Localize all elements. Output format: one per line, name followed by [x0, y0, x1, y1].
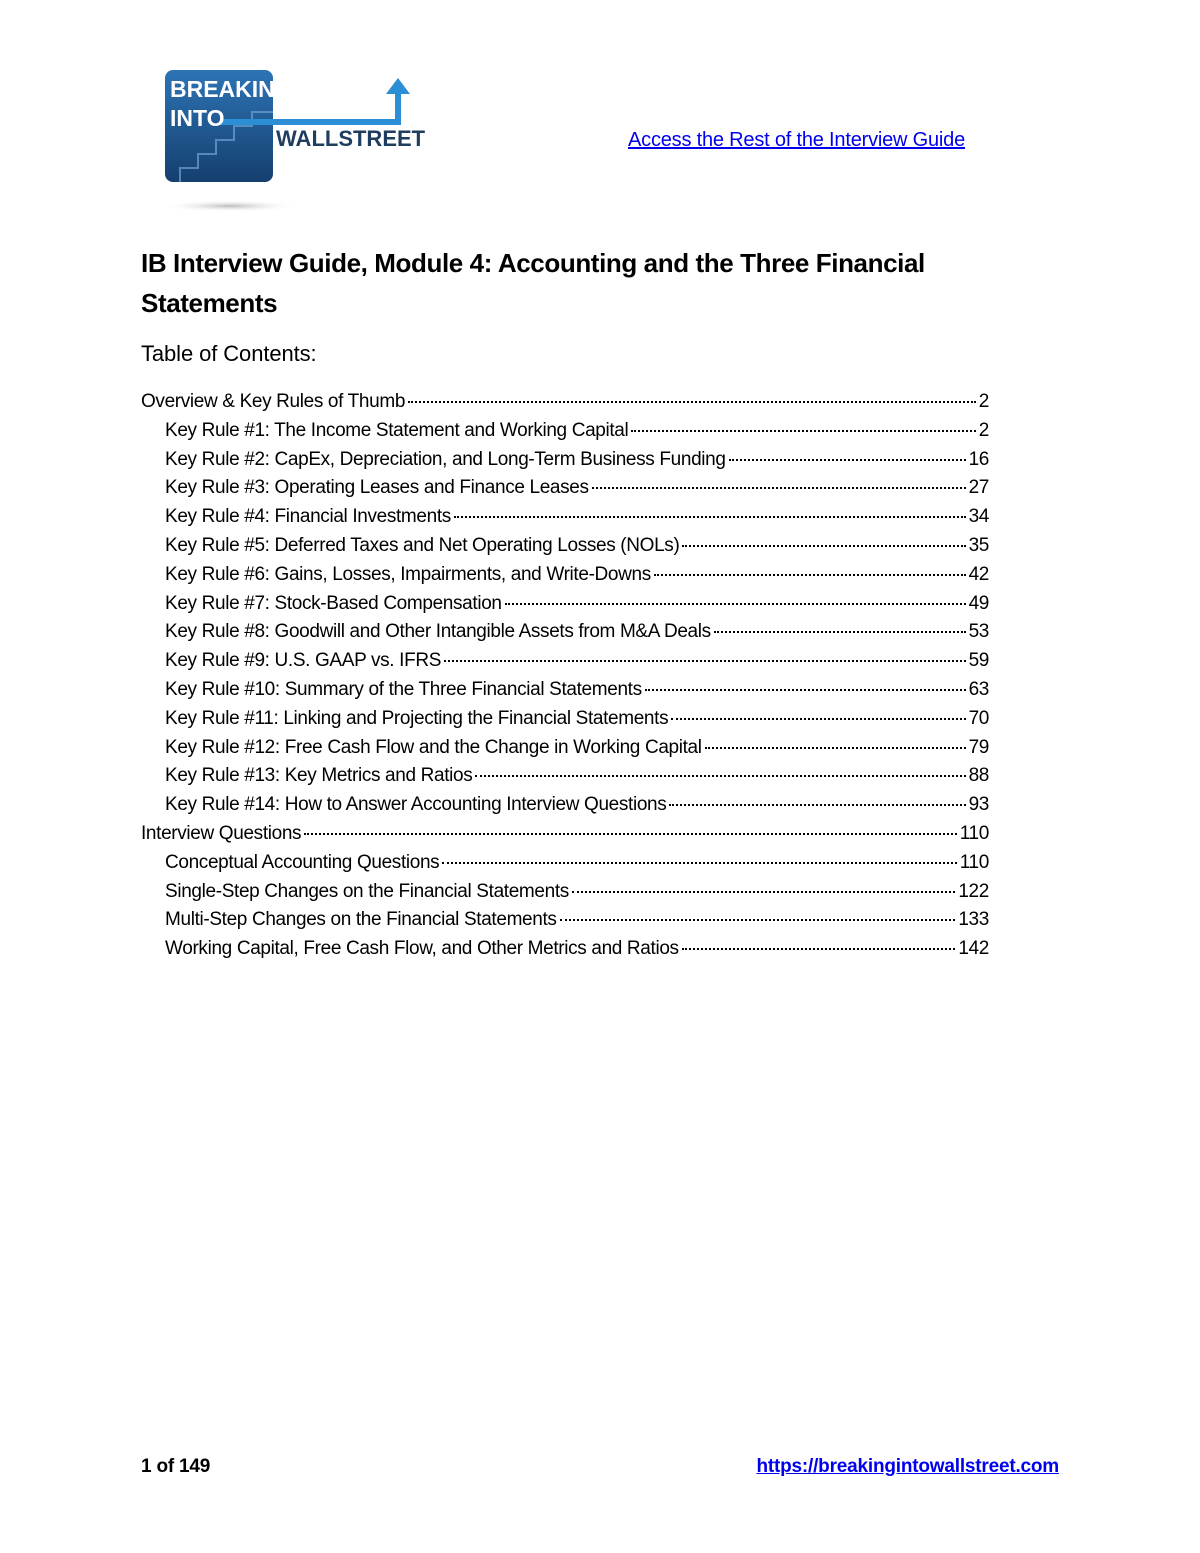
toc-entry-label: Multi-Step Changes on the Financial Statements: [165, 909, 557, 931]
toc-entry[interactable]: [141, 708, 989, 737]
toc-entry[interactable]: [141, 823, 989, 852]
toc-entry-label: Key Rule #5: Deferred Taxes and Net Operating Losses (NOLs): [165, 534, 680, 556]
toc-entry[interactable]: [141, 420, 989, 449]
toc-entry[interactable]: [141, 679, 989, 708]
toc-entry-page: 63: [968, 678, 989, 700]
toc-dot-leader: [682, 545, 965, 547]
toc-entry-page: 133: [958, 909, 989, 931]
toc-dot-leader: [592, 487, 966, 489]
toc-entry[interactable]: [141, 765, 989, 794]
toc-entry-label: Key Rule #12: Free Cash Flow and the Change in Working Capital: [165, 736, 702, 758]
toc-entry-label: Key Rule #3: Operating Leases and Finance Leases: [165, 477, 589, 499]
toc-entry-label: Interview Questions: [141, 822, 302, 844]
toc-entry[interactable]: [141, 449, 989, 478]
toc-entry[interactable]: [141, 391, 989, 420]
toc-entry-label: Key Rule #4: Financial Investments: [165, 506, 451, 528]
toc-entry-label: Key Rule #2: CapEx, Depreciation, and Long-Term Business Funding: [165, 448, 726, 470]
toc-entry-page: 27: [968, 477, 989, 499]
toc-entry-page: 93: [968, 794, 989, 816]
toc-entry-page: 53: [968, 621, 989, 643]
toc-entry-label: Key Rule #13: Key Metrics and Ratios: [165, 765, 473, 787]
toc-entry[interactable]: [141, 621, 989, 650]
logo-shadow: [160, 200, 300, 212]
toc-dot-leader: [304, 833, 957, 835]
toc-entry-label: Conceptual Accounting Questions: [165, 851, 440, 873]
toc-entry-page: 49: [968, 592, 989, 614]
toc-dot-leader: [729, 459, 966, 461]
toc-dot-leader: [645, 689, 966, 691]
company-logo: [160, 70, 425, 220]
toc-dot-leader: [572, 891, 955, 893]
logo-text-line3: WALLSTREET: [276, 126, 425, 151]
toc-entry-label: Key Rule #9: U.S. GAAP vs. IFRS: [165, 650, 442, 672]
toc-dot-leader: [669, 804, 965, 806]
toc-entry-label: Single-Step Changes on the Financial Statements: [165, 880, 569, 902]
toc-entry-page: 42: [968, 563, 989, 585]
toc-entry-page: 110: [959, 851, 989, 873]
logo-text-line1: BREAKING: [170, 76, 293, 102]
toc-entry-page: 2: [978, 419, 989, 441]
toc-entry[interactable]: [141, 650, 989, 679]
toc-entry[interactable]: [141, 506, 989, 535]
toc-entry-page: 35: [968, 534, 989, 556]
toc-entry-label: Key Rule #14: How to Answer Accounting Interview Questions: [165, 794, 667, 816]
toc-entry[interactable]: [141, 909, 989, 938]
arrow-up-icon: [386, 78, 410, 94]
toc-entry-page: 2: [978, 391, 989, 412]
toc-dot-leader: [560, 919, 956, 921]
page-title: IB Interview Guide, Module 4: Accounting and the Three Financial Statements: [141, 248, 925, 318]
toc-entry-page: 110: [959, 822, 989, 844]
toc-entry-page: 142: [958, 938, 989, 960]
toc-entry[interactable]: [141, 564, 989, 593]
toc-entry-label: Key Rule #8: Goodwill and Other Intangible Assets from M&A Deals: [165, 621, 711, 643]
toc-entry-page: 70: [968, 707, 989, 729]
toc-dot-leader: [442, 862, 956, 864]
toc-entry-page: 59: [968, 650, 989, 672]
website-link[interactable]: https://breakingintowallstreet.com: [756, 1456, 1059, 1477]
toc-entry[interactable]: [141, 477, 989, 506]
toc-dot-leader: [454, 516, 966, 518]
toc-entry[interactable]: [141, 535, 989, 564]
toc-dot-leader: [705, 747, 966, 749]
toc-entry-page: 122: [958, 880, 989, 902]
toc-entry-label: Key Rule #10: Summary of the Three Financial Statements: [165, 678, 642, 700]
toc-entry[interactable]: [141, 737, 989, 766]
toc-entry-label: Key Rule #1: The Income Statement and Working Capital: [165, 419, 629, 441]
toc-dot-leader: [671, 718, 965, 720]
toc-dot-leader: [714, 631, 966, 633]
toc-dot-leader: [505, 603, 966, 605]
toc-entry-label: Key Rule #11: Linking and Projecting the Financial Statements: [165, 707, 669, 729]
toc-entry[interactable]: [141, 794, 989, 823]
table-of-contents: [141, 391, 989, 967]
toc-dot-leader: [475, 775, 965, 777]
toc-entry[interactable]: [141, 938, 989, 967]
toc-entry-label: Overview & Key Rules of Thumb: [141, 391, 406, 412]
toc-dot-leader: [654, 574, 966, 576]
logo-graphic: [160, 70, 425, 220]
toc-entry-page: 88: [968, 765, 989, 787]
toc-entry-page: 16: [968, 448, 989, 470]
toc-dot-leader: [631, 430, 975, 432]
toc-dot-leader: [408, 401, 976, 403]
toc-entry[interactable]: [141, 881, 989, 910]
toc-heading: Table of Contents:: [141, 341, 317, 366]
toc-entry-label: Key Rule #7: Stock-Based Compensation: [165, 592, 502, 614]
toc-entry-label: Working Capital, Free Cash Flow, and Other Metrics and Ratios: [165, 938, 679, 960]
page-indicator: 1 of 149: [141, 1456, 211, 1477]
toc-entry-page: 79: [968, 736, 989, 758]
toc-dot-leader: [682, 948, 956, 950]
logo-text-line2: INTO: [170, 105, 225, 131]
toc-dot-leader: [444, 660, 966, 662]
access-guide-link[interactable]: Access the Rest of the Interview Guide: [628, 129, 966, 151]
toc-entry-page: 34: [968, 506, 989, 528]
toc-entry[interactable]: [141, 593, 989, 622]
toc-entry[interactable]: [141, 852, 989, 881]
toc-entry-label: Key Rule #6: Gains, Losses, Impairments, and Write-Downs: [165, 563, 651, 585]
